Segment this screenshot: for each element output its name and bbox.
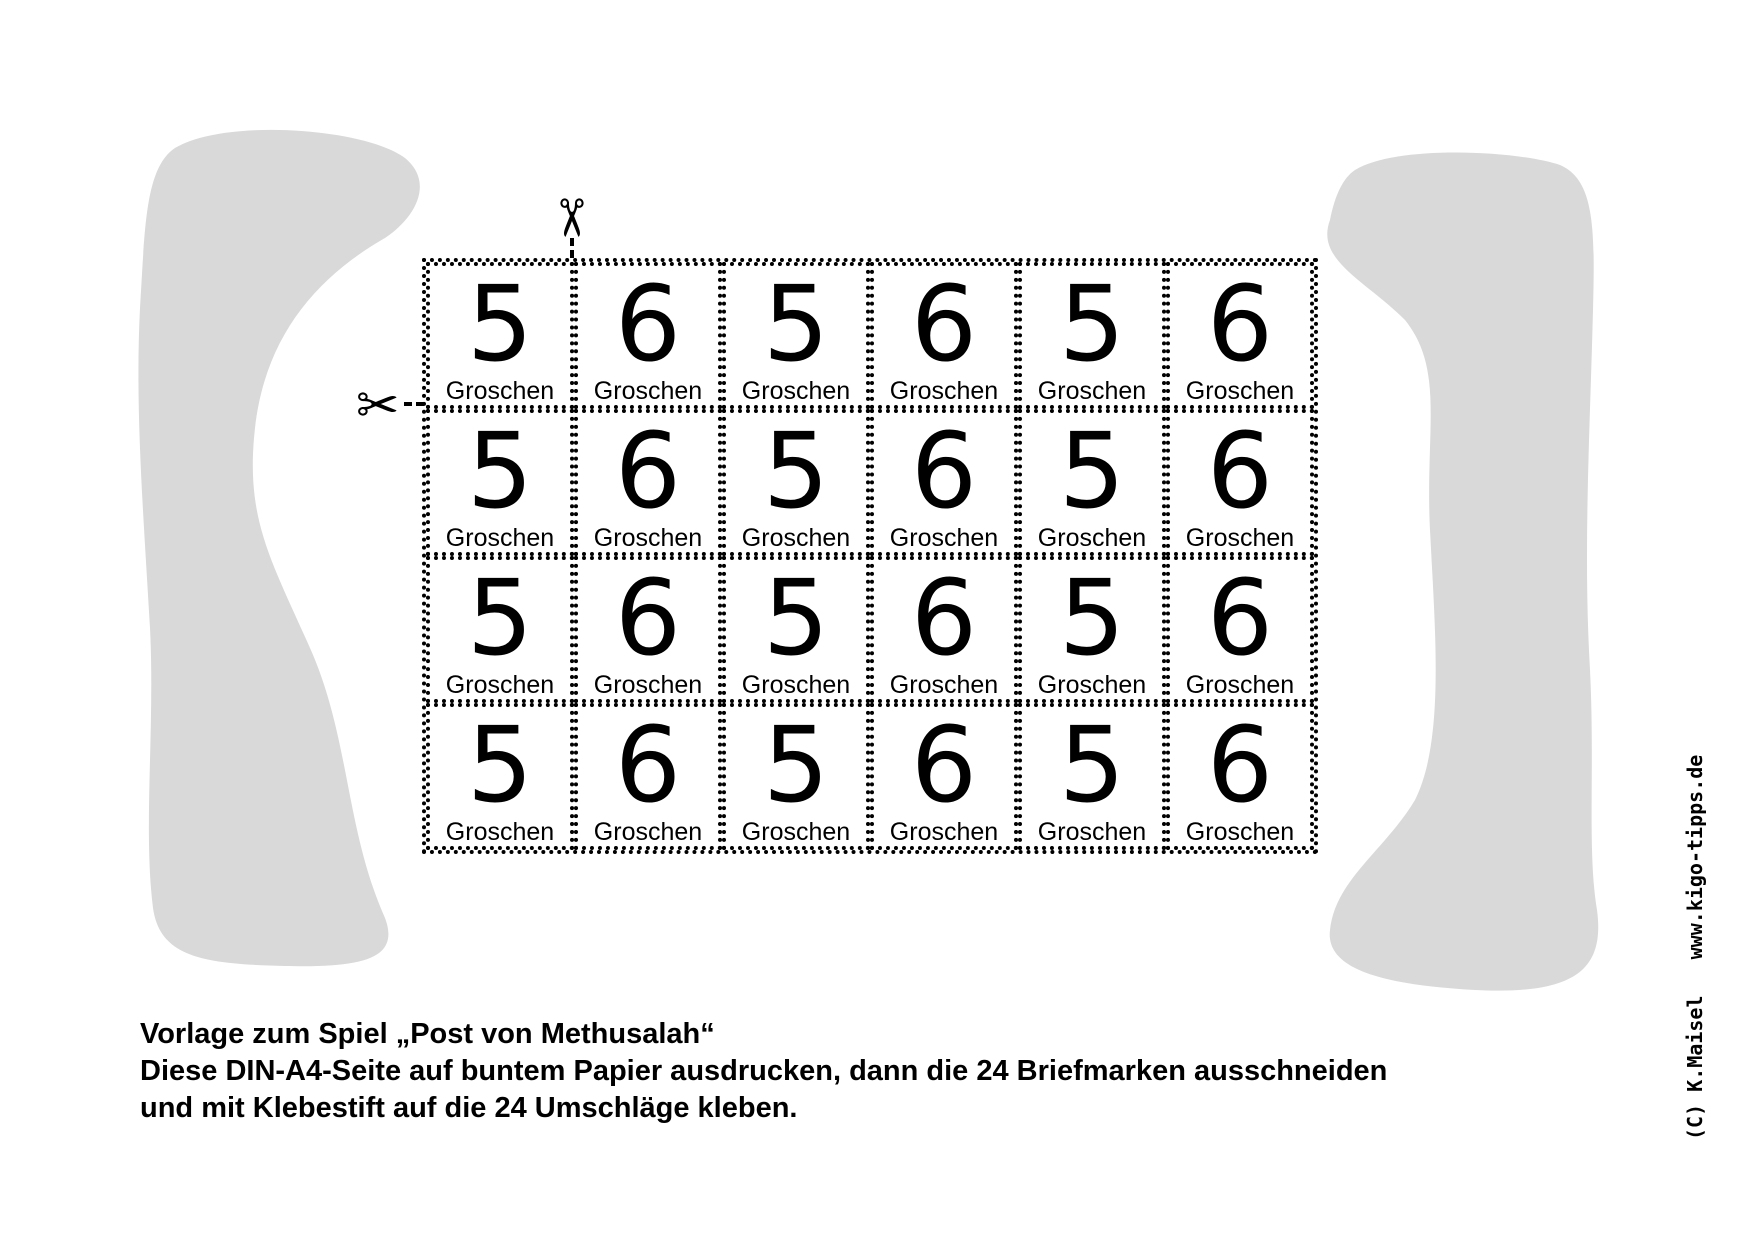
stamp-value: 6: [910, 704, 978, 826]
stamp-sheet: [422, 258, 1318, 854]
stamp-value: 5: [466, 410, 534, 532]
stamp-value: 5: [1058, 704, 1126, 826]
stamp-value: 5: [1058, 263, 1126, 385]
stamp-value: 5: [762, 704, 830, 826]
stamp-currency-label: Groschen: [1185, 377, 1295, 405]
stamp-value: 6: [910, 263, 978, 385]
stamp: [574, 262, 722, 409]
stamp-value: 5: [466, 557, 534, 679]
stamp-value: 6: [614, 557, 682, 679]
stamp-currency-label: Groschen: [741, 818, 851, 846]
stamp-currency-label: Groschen: [1185, 818, 1295, 846]
stamp-currency-label: Groschen: [889, 818, 999, 846]
caption-line: und mit Klebestift auf die 24 Umschläge kleben.: [140, 1092, 798, 1124]
stamp: [426, 262, 574, 409]
cut-line-horizontal: [404, 402, 424, 406]
stamp: [426, 409, 574, 556]
stamp-currency-label: Groschen: [593, 524, 703, 552]
stamp: [1166, 409, 1314, 556]
decorative-blob-left: [135, 128, 425, 968]
stamp-value: 6: [1206, 263, 1274, 385]
stamp-value: 6: [910, 557, 978, 679]
caption-title: Vorlage zum Spiel „Post von Methusalah“: [140, 1018, 715, 1050]
scissors-icon: ✂: [539, 196, 600, 240]
stamp: [1166, 556, 1314, 703]
caption-line: Diese DIN-A4-Seite auf buntem Papier ausdrucken, dann die 24 Briefmarken ausschneiden: [140, 1055, 1388, 1087]
stamp-currency-label: Groschen: [445, 524, 555, 552]
stamp: [722, 703, 870, 850]
stamp-currency-label: Groschen: [741, 524, 851, 552]
stamp-currency-label: Groschen: [1037, 818, 1147, 846]
stamp: [722, 409, 870, 556]
stamp-value: 5: [1058, 410, 1126, 532]
stamp-value: 5: [466, 263, 534, 385]
stamp-value: 5: [1058, 557, 1126, 679]
stamp: [1166, 262, 1314, 409]
copyright-credit: (C) K.Maisel www.kigo-tipps.de: [1683, 754, 1707, 1140]
stamp: [870, 409, 1018, 556]
stamp: [426, 556, 574, 703]
stamp: [574, 556, 722, 703]
stamp: [1018, 262, 1166, 409]
stamp: [1018, 409, 1166, 556]
stamp: [722, 262, 870, 409]
stamp-currency-label: Groschen: [1185, 671, 1295, 699]
stamp-value: 5: [762, 263, 830, 385]
stamp: [722, 556, 870, 703]
stamp-value: 5: [762, 557, 830, 679]
stamp: [870, 262, 1018, 409]
stamp-currency-label: Groschen: [1037, 524, 1147, 552]
stamp-value: 5: [466, 704, 534, 826]
stamp: [1018, 703, 1166, 850]
decorative-blob-right: [1325, 150, 1605, 995]
stamp-currency-label: Groschen: [445, 377, 555, 405]
stamp-currency-label: Groschen: [1185, 524, 1295, 552]
stamp-value: 6: [1206, 557, 1274, 679]
cut-line-vertical: [570, 238, 574, 258]
instructions-caption: [140, 1016, 1600, 1127]
stamp-currency-label: Groschen: [593, 818, 703, 846]
stamp-value: 6: [1206, 410, 1274, 532]
stamp-currency-label: Groschen: [889, 671, 999, 699]
stamp-currency-label: Groschen: [741, 377, 851, 405]
scissors-icon: ✂: [356, 376, 400, 436]
stamp: [574, 409, 722, 556]
stamp: [870, 556, 1018, 703]
stamp: [426, 703, 574, 850]
stamp-currency-label: Groschen: [1037, 671, 1147, 699]
stamp-value: 6: [614, 263, 682, 385]
stamp: [870, 703, 1018, 850]
stamp-currency-label: Groschen: [741, 671, 851, 699]
stamp: [574, 703, 722, 850]
stamp-currency-label: Groschen: [593, 671, 703, 699]
stamp-value: 6: [614, 704, 682, 826]
stamp: [1018, 556, 1166, 703]
stamp: [1166, 703, 1314, 850]
stamp-currency-label: Groschen: [889, 377, 999, 405]
stamp-value: 5: [762, 410, 830, 532]
stamp-currency-label: Groschen: [889, 524, 999, 552]
stamp-currency-label: Groschen: [445, 671, 555, 699]
stamp-currency-label: Groschen: [593, 377, 703, 405]
stamp-value: 6: [1206, 704, 1274, 826]
stamp-value: 6: [614, 410, 682, 532]
stamp-currency-label: Groschen: [1037, 377, 1147, 405]
stamp-value: 6: [910, 410, 978, 532]
stamp-currency-label: Groschen: [445, 818, 555, 846]
